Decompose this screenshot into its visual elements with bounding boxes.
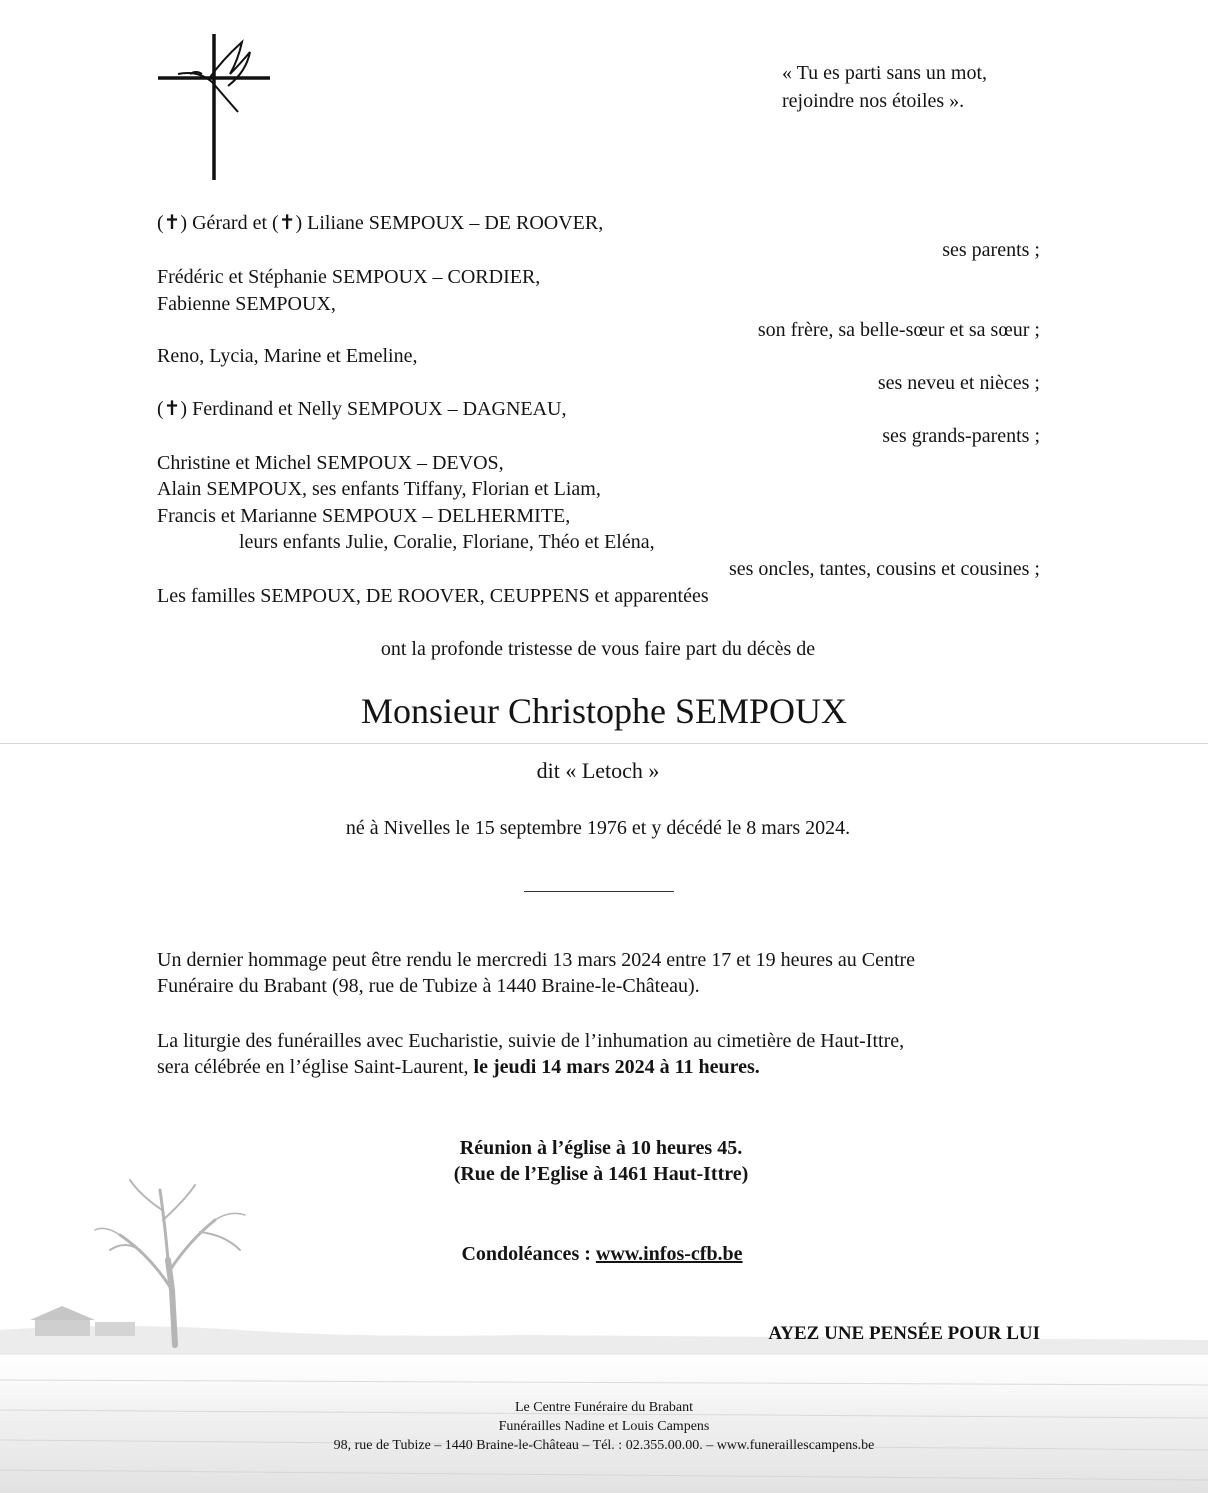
- tribute-line-2: Funéraire du Brabant (98, rue de Tubize à 1440 Braine-le-Château).: [157, 975, 700, 997]
- meeting-line-1: Réunion à l’église à 10 heures 45.: [459, 1137, 743, 1159]
- family-line: leurs enfants Julie, Coralie, Floriane, Théo et Eléna,: [239, 531, 655, 553]
- family-relation: ses neveu et nièces ;: [877, 372, 1040, 394]
- family-line: Francis et Marianne SEMPOUX – DELHERMITE,: [157, 505, 571, 527]
- deceased-name: Monsieur Christophe SEMPOUX: [360, 691, 848, 731]
- liturgy-date: le jeudi 14 mars 2024 à 11 heures.: [473, 1056, 760, 1078]
- divider-line: [524, 891, 674, 892]
- family-relation: ses oncles, tantes, cousins et cousines ;: [728, 558, 1040, 580]
- family-line: Les familles SEMPOUX, DE ROOVER, CEUPPENS et apparentées: [157, 585, 709, 607]
- condolences-label: Condoléances :: [461, 1243, 596, 1265]
- quote-line-2: rejoindre nos étoiles ».: [782, 90, 965, 112]
- quote-line-1: « Tu es parti sans un mot,: [782, 62, 988, 84]
- announcement-text: ont la profonde tristesse de vous faire part du décès de: [380, 638, 816, 660]
- family-relation: ses grands-parents ;: [882, 425, 1040, 447]
- footer-line-2: Funérailles Nadine et Louis Campens: [498, 1419, 710, 1434]
- family-line: Frédéric et Stéphanie SEMPOUX – CORDIER,: [157, 266, 541, 288]
- fold-line: [0, 743, 1208, 744]
- footer-line-1: Le Centre Funéraire du Brabant: [514, 1400, 694, 1415]
- tribute-line-1: Un dernier hommage peut être rendu le mercredi 13 mars 2024 entre 17 et 19 heures au Centre: [157, 949, 916, 971]
- condolences: [0, 1241, 1204, 1267]
- cross-dove-icon: [150, 30, 280, 185]
- deceased-nickname: dit « Letoch »: [536, 758, 660, 783]
- family-line: (✝) Ferdinand et Nelly SEMPOUX – DAGNEAU,: [157, 398, 567, 420]
- family-line: Alain SEMPOUX, ses enfants Tiffany, Florian et Liam,: [157, 478, 601, 500]
- deceased-dates: né à Nivelles le 15 septembre 1976 et y décédé le 8 mars 2024.: [345, 817, 851, 839]
- family-line: Christine et Michel SEMPOUX – DEVOS,: [157, 452, 504, 474]
- family-line: Fabienne SEMPOUX,: [157, 293, 336, 315]
- family-line: Reno, Lycia, Marine et Emeline,: [157, 345, 418, 367]
- liturgy-line-1: La liturgie des funérailles avec Eucharistie, suivie de l’inhumation au cimetière de Haut-Ittre,: [157, 1030, 905, 1052]
- footer-line-3: 98, rue de Tubize – 1440 Braine-le-Château – Tél. : 02.355.00.00. – www.funeraillescampens.be: [333, 1438, 875, 1453]
- liturgy-place: sera célébrée en l’église Saint-Laurent,: [157, 1056, 474, 1078]
- liturgy-line-2: [157, 1054, 760, 1080]
- meeting-line-2: (Rue de l’Eglise à 1461 Haut-Ittre): [453, 1163, 749, 1185]
- family-relation: son frère, sa belle-sœur et sa sœur ;: [757, 319, 1040, 341]
- family-relation: ses parents ;: [942, 239, 1040, 261]
- family-line: (✝) Gérard et (✝) Liliane SEMPOUX – DE ROOVER,: [157, 212, 604, 234]
- condolences-link[interactable]: www.infos-cfb.be: [595, 1243, 743, 1265]
- closing-text: AYEZ UNE PENSÉE POUR LUI: [768, 1323, 1040, 1344]
